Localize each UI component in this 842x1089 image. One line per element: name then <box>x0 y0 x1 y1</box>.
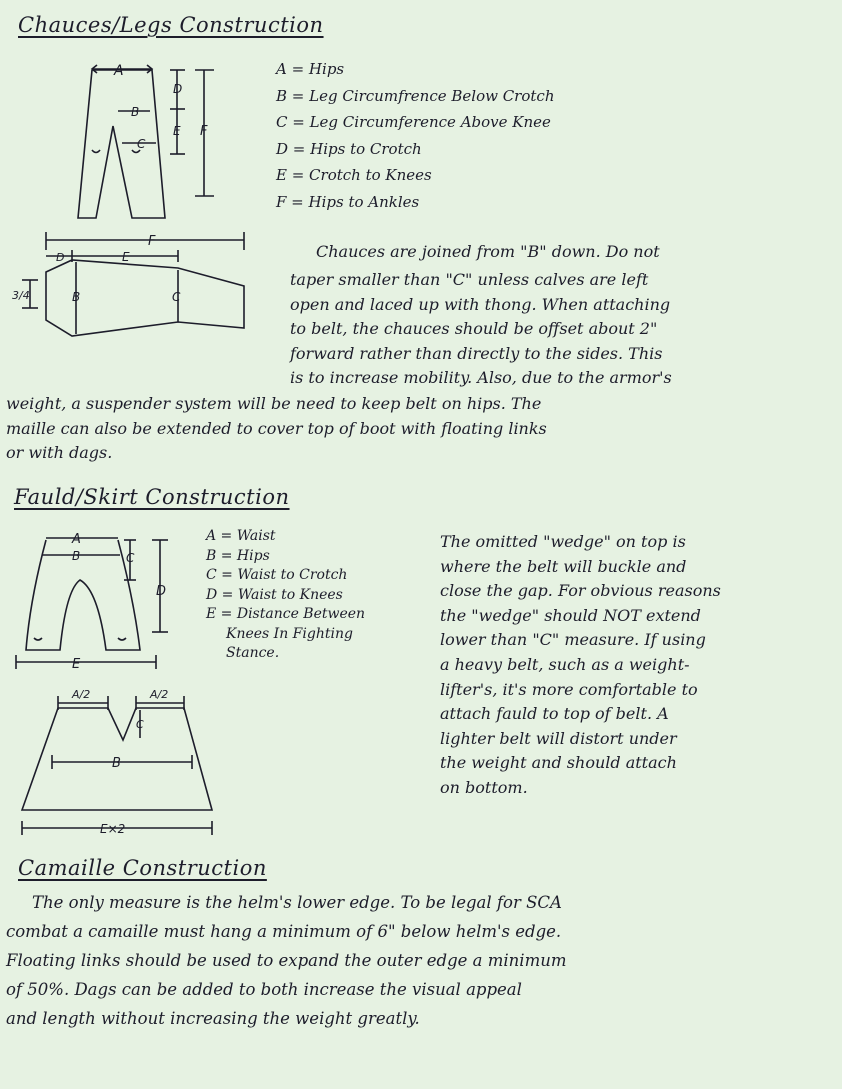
fauld-line-10: the weight and should attach <box>440 753 677 773</box>
label-b: B <box>72 549 81 563</box>
legend-item-d: D = Waist to Knees <box>206 586 343 603</box>
label-f: F <box>148 234 156 249</box>
camaille-paragraph <box>6 888 567 1033</box>
legend-item-e: E = Distance Between <box>206 606 366 622</box>
label-b: B <box>72 290 81 304</box>
camaille-heading: Camaille Construction <box>18 856 267 880</box>
legend-item-a: A = Waist <box>206 528 276 544</box>
label-three-quarter: 3/4 <box>12 289 30 302</box>
legend-item-e-cont-1: Knees In Fighting <box>226 625 353 642</box>
legend-item-a: A = Hips <box>276 60 345 78</box>
label-c: C <box>136 718 144 731</box>
label-a: A <box>72 532 81 547</box>
fauld-line-7: lifter's, it's more comfortable to <box>440 679 698 699</box>
label-e: E <box>122 250 130 264</box>
label-e-x2: E×2 <box>100 822 126 836</box>
fauld-line-8: attach fauld to top of belt. A <box>440 704 669 724</box>
label-d: D <box>173 82 183 96</box>
label-d: D <box>156 584 167 599</box>
legend-item-e: E = Crotch to Knees <box>276 166 432 184</box>
label-a-half: A/2 <box>150 688 169 701</box>
legend-item-c: C = Leg Circumference Above Knee <box>276 113 551 131</box>
label-c: C <box>126 551 135 565</box>
fauld-line-5: lower than "C" measure. If using <box>440 630 706 650</box>
fauld-heading: Fauld/Skirt Construction <box>14 485 290 509</box>
label-f: F <box>200 124 208 139</box>
camaille-line-3: Floating links should be used to expand the outer edge a minimum <box>6 951 567 970</box>
legend-item-f: F = Hips to Ankles <box>276 192 420 211</box>
legend-item-c: C = Waist to Crotch <box>206 567 348 583</box>
label-e: E <box>72 657 81 672</box>
fauld-line-6: a heavy belt, such as a weight- <box>440 654 690 674</box>
fauld-line-1: The omitted "wedge" on top is <box>440 532 686 551</box>
label-b: B <box>131 105 140 119</box>
label-b: B <box>112 756 121 771</box>
camaille-line-4: of 50%. Dags can be added to both increase the visual appeal <box>6 980 522 999</box>
label-e: E <box>173 124 181 138</box>
label-a: A <box>114 63 124 79</box>
label-c: C <box>172 290 181 304</box>
fauld-line-3: close the gap. For obvious reasons <box>440 581 721 601</box>
chauces-heading: Chauces/Legs Construction <box>18 13 324 37</box>
camaille-line-1: The only measure is the helm's lower edge. To be legal for SCA <box>32 893 562 912</box>
label-c: C <box>137 137 146 151</box>
fauld-paragraph <box>440 530 721 801</box>
label-d: D <box>56 251 65 264</box>
fauld-line-2: where the belt will buckle and <box>440 556 687 576</box>
legend-item-b: B = Hips <box>206 547 270 564</box>
legend-item-b: B = Leg Circumfrence Below Crotch <box>276 86 555 105</box>
camaille-line-2: combat a camaille must hang a minimum of 6" below helm's edge. <box>6 922 562 941</box>
legend-item-d: D = Hips to Crotch <box>276 139 422 158</box>
legend-item-e-cont-2: Stance. <box>226 645 280 661</box>
fauld-line-9: lighter belt will distort under <box>440 728 677 748</box>
camaille-line-5: and length without increasing the weight greatly. <box>6 1009 420 1028</box>
fauld-line-11: on bottom. <box>440 777 528 797</box>
label-a-half: A/2 <box>72 688 91 701</box>
fauld-line-4: the "wedge" should NOT extend <box>440 605 701 625</box>
